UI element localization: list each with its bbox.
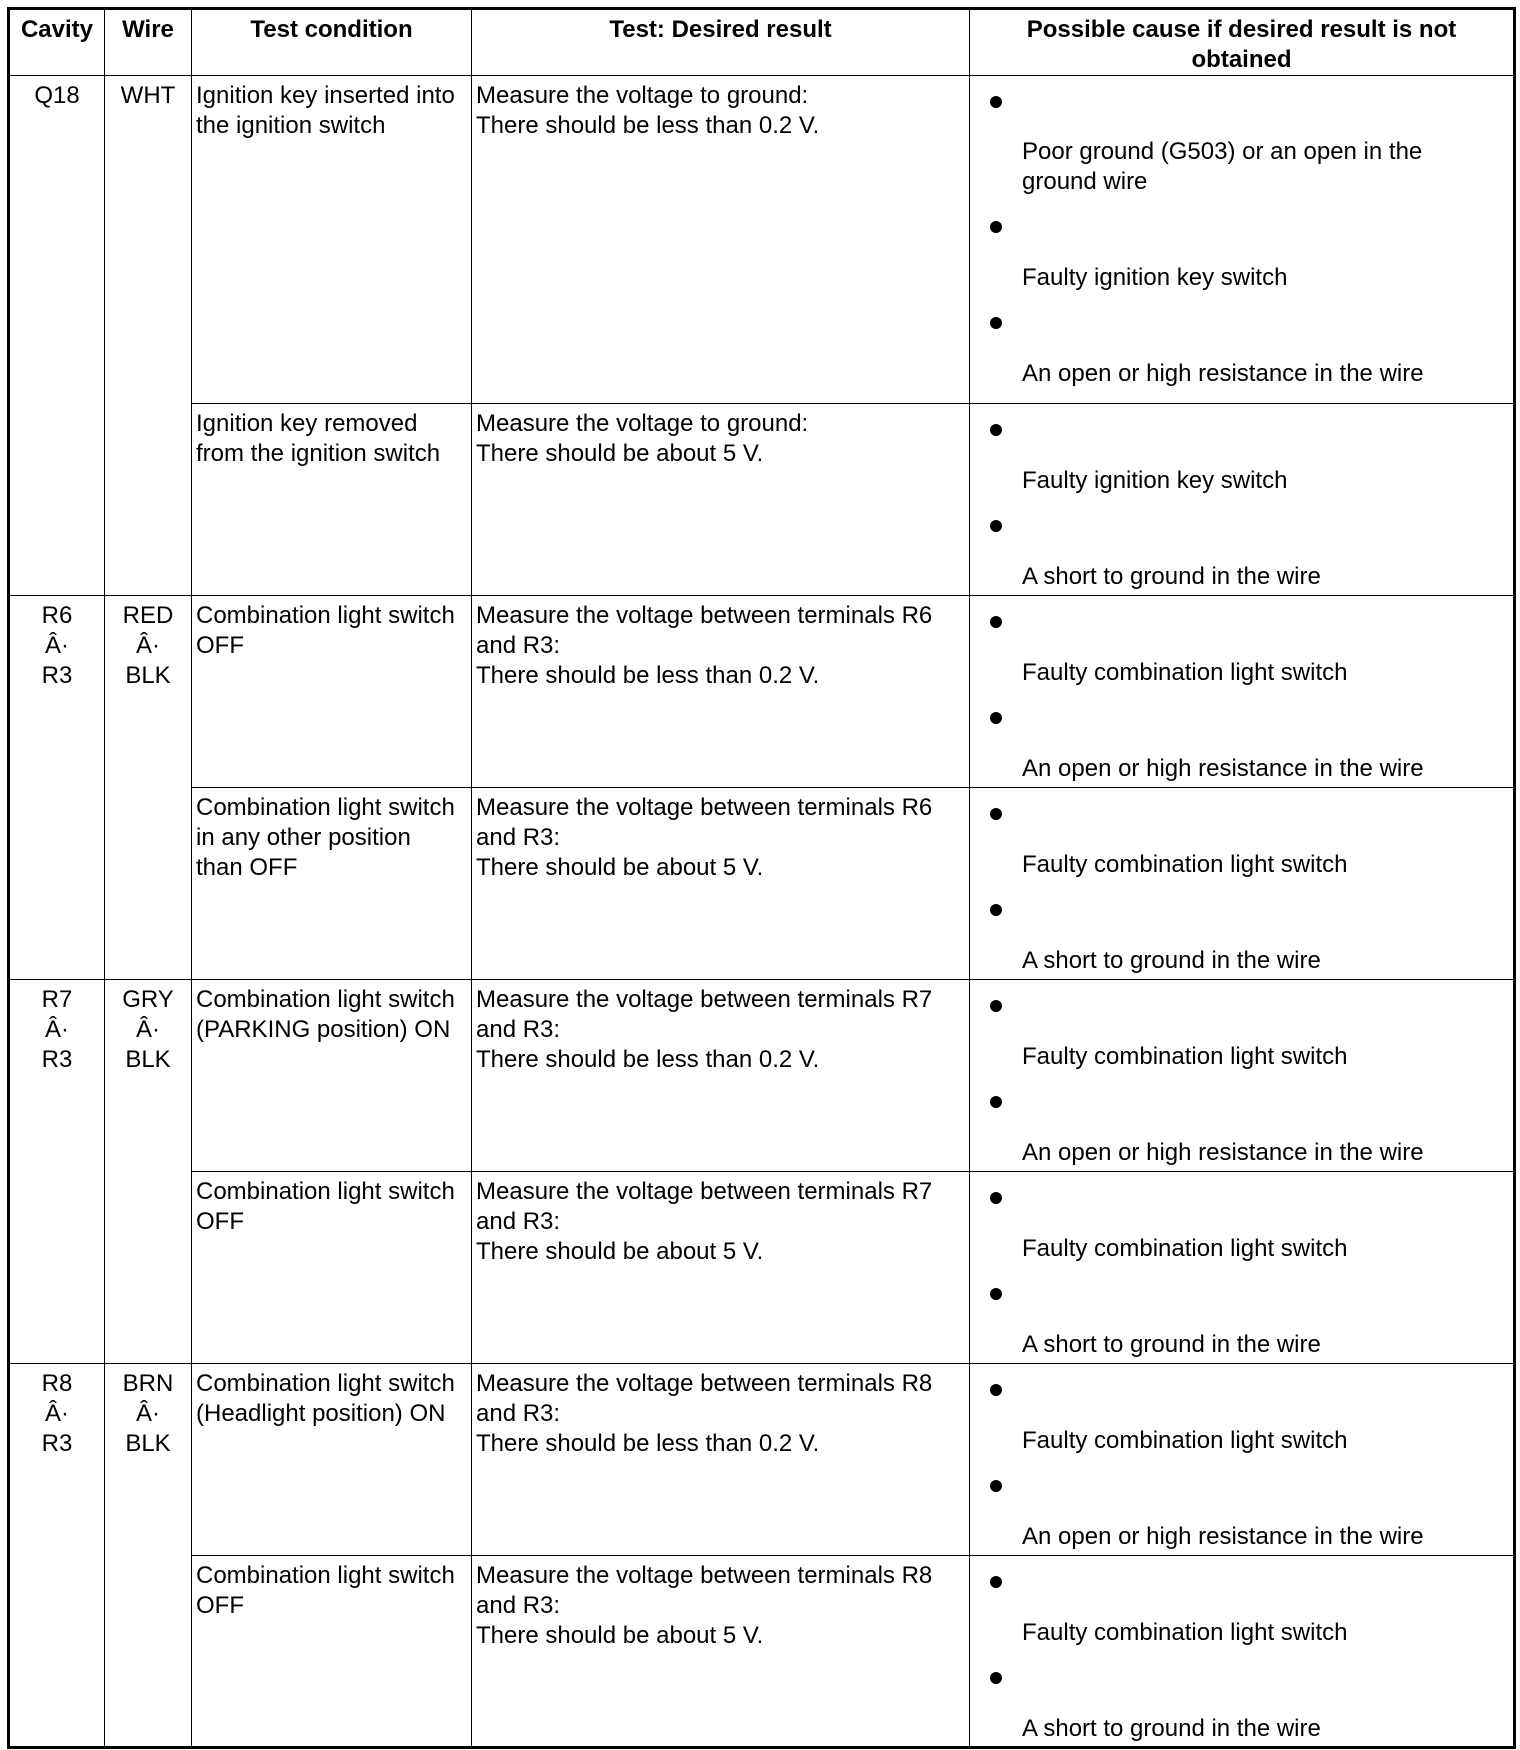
desired-result-text: and R3: [476, 1592, 561, 1619]
test-condition-text: Ignition key removed [196, 410, 418, 437]
wire-cell [105, 980, 192, 1364]
cause-item [970, 692, 1513, 784]
header-desired-result: Test: Desired result [472, 9, 970, 76]
test-condition-text: OFF [196, 1592, 244, 1619]
cavity-cell [9, 76, 105, 596]
cavity-label: R8 [41, 1370, 73, 1397]
cause-item [970, 1556, 1513, 1652]
desired-result-cell [472, 1364, 970, 1556]
table-row [9, 76, 1515, 404]
test-condition-text: Combination light switch [196, 602, 455, 629]
bullet-gap [1022, 82, 1513, 137]
cause-item [970, 201, 1513, 297]
desired-result-text: Measure the voltage between terminals R7 [476, 1178, 933, 1205]
desired-result-text: and R3: [476, 1016, 561, 1043]
wire-cell [105, 1364, 192, 1748]
cause-item [970, 1364, 1513, 1460]
cause-text: A short to ground in the wire [1022, 1331, 1321, 1358]
cavity-label: Â· [45, 1016, 69, 1043]
table-row [9, 788, 1515, 980]
cause-text: Faulty combination light switch [1022, 1619, 1348, 1646]
wire-color-label: Â· [136, 1016, 160, 1043]
desired-result-text: There should be about 5 V. [476, 1622, 764, 1649]
desired-result-text: and R3: [476, 824, 561, 851]
test-condition-text: Combination light switch [196, 1178, 455, 1205]
bullet-icon [990, 1672, 1002, 1684]
possible-cause-cell [970, 1172, 1515, 1364]
cavity-cell [9, 980, 105, 1364]
bullet-gap [1022, 1562, 1513, 1618]
desired-result-text: Measure the voltage between terminals R6 [476, 602, 933, 629]
cause-text: ground wire [1022, 168, 1148, 195]
desired-result-cell [472, 1172, 970, 1364]
bullet-gap [1022, 410, 1513, 466]
cause-item [970, 596, 1513, 692]
possible-cause-cell [970, 980, 1515, 1172]
bullet-gap [1022, 1658, 1513, 1714]
test-condition-text: Combination light switch [196, 794, 455, 821]
test-condition-cell [192, 1556, 472, 1748]
bullet-gap [1022, 602, 1513, 658]
cause-text: An open or high resistance in the wire [1022, 755, 1424, 782]
cause-text: An open or high resistance in the wire [1022, 360, 1424, 387]
desired-result-text: There should be less than 0.2 V. [476, 662, 820, 689]
diagnostic-table [7, 7, 1516, 1749]
cavity-label: Â· [45, 1400, 69, 1427]
bullet-icon [990, 1000, 1002, 1012]
table-row [9, 980, 1515, 1172]
test-condition-cell [192, 788, 472, 980]
cause-item [970, 404, 1513, 500]
cause-text: Faulty combination light switch [1022, 1043, 1348, 1070]
test-condition-text: (Headlight position) ON [196, 1400, 446, 1427]
bullet-gap [1022, 698, 1513, 754]
desired-result-text: Measure the voltage to ground: [476, 82, 809, 109]
bullet-icon [990, 317, 1002, 329]
desired-result-text: Measure the voltage between terminals R8 [476, 1562, 933, 1589]
table-row [9, 1364, 1515, 1556]
test-condition-text: in any other position [196, 824, 411, 851]
bullet-gap [1022, 1178, 1513, 1234]
cause-item [970, 1460, 1513, 1552]
bullet-gap [1022, 1082, 1513, 1138]
test-condition-text: Combination light switch [196, 1370, 455, 1397]
desired-result-cell [472, 788, 970, 980]
possible-cause-cell [970, 788, 1515, 980]
wire-color-label: WHT [120, 82, 176, 109]
bullet-icon [990, 221, 1002, 233]
desired-result-text: There should be less than 0.2 V. [476, 112, 820, 139]
test-condition-cell [192, 76, 472, 404]
cavity-cell [9, 596, 105, 980]
wire-color-label: RED [122, 602, 174, 629]
bullet-icon [990, 1480, 1002, 1492]
cause-text: A short to ground in the wire [1022, 563, 1321, 590]
header-test-condition: Test condition [192, 9, 472, 76]
wire-color-label: Â· [136, 1400, 160, 1427]
test-condition-text: Combination light switch [196, 986, 455, 1013]
test-condition-cell [192, 980, 472, 1172]
desired-result-cell [472, 980, 970, 1172]
bullet-gap [1022, 890, 1513, 946]
cause-text: Faulty combination light switch [1022, 851, 1348, 878]
bullet-gap [1022, 1466, 1513, 1522]
cause-text: Poor ground (G503) or an open in the [1022, 138, 1423, 165]
possible-cause-cell [970, 596, 1515, 788]
desired-result-cell [472, 1556, 970, 1748]
cause-item [970, 76, 1513, 201]
cause-item [970, 1652, 1513, 1744]
cavity-label: R3 [41, 1430, 73, 1457]
desired-result-text: and R3: [476, 1208, 561, 1235]
desired-result-cell [472, 404, 970, 596]
possible-cause-cell [970, 1364, 1515, 1556]
bullet-icon [990, 424, 1002, 436]
cavity-label: R7 [41, 986, 73, 1013]
cause-item [970, 297, 1513, 389]
cause-text: A short to ground in the wire [1022, 947, 1321, 974]
possible-cause-cell [970, 76, 1515, 404]
cavity-label: Â· [45, 632, 69, 659]
test-condition-text: OFF [196, 632, 244, 659]
desired-result-text: and R3: [476, 632, 561, 659]
cause-text: Faulty ignition key switch [1022, 264, 1288, 291]
cause-text: Faulty combination light switch [1022, 659, 1348, 686]
cause-item [970, 1076, 1513, 1168]
table-row [9, 596, 1515, 788]
test-condition-text: from the ignition switch [196, 440, 441, 467]
header-wire: Wire [105, 9, 192, 76]
test-condition-text: OFF [196, 1208, 244, 1235]
wire-cell [105, 76, 192, 596]
header-possible-cause: Possible cause if desired result is not obtained [970, 9, 1515, 76]
test-condition-text: Combination light switch [196, 1562, 455, 1589]
desired-result-cell [472, 596, 970, 788]
cause-item [970, 1172, 1513, 1268]
bullet-icon [990, 1288, 1002, 1300]
cavity-label: R6 [41, 602, 73, 629]
desired-result-cell [472, 76, 970, 404]
cause-text: Faulty ignition key switch [1022, 467, 1288, 494]
wire-color-label: BRN [122, 1370, 174, 1397]
test-condition-cell [192, 1364, 472, 1556]
bullet-gap [1022, 1370, 1513, 1426]
test-condition-text: than OFF [196, 854, 298, 881]
cause-item [970, 980, 1513, 1076]
table-row [9, 1556, 1515, 1748]
table-row [9, 1172, 1515, 1364]
possible-cause-cell [970, 404, 1515, 596]
wire-color-label: BLK [125, 1430, 171, 1457]
cavity-label: R3 [41, 662, 73, 689]
bullet-icon [990, 1192, 1002, 1204]
bullet-icon [990, 96, 1002, 108]
wire-color-label: BLK [125, 1046, 171, 1073]
bullet-icon [990, 1384, 1002, 1396]
desired-result-text: There should be about 5 V. [476, 1238, 764, 1265]
table-row [9, 404, 1515, 596]
bullet-icon [990, 808, 1002, 820]
cause-item [970, 788, 1513, 884]
desired-result-text: and R3: [476, 1400, 561, 1427]
desired-result-text: Measure the voltage between terminals R6 [476, 794, 933, 821]
cause-item [970, 1268, 1513, 1360]
cavity-label: R3 [41, 1046, 73, 1073]
test-condition-cell [192, 404, 472, 596]
desired-result-text: There should be less than 0.2 V. [476, 1046, 820, 1073]
cause-text: Faulty combination light switch [1022, 1235, 1348, 1262]
wire-cell [105, 596, 192, 980]
cause-item [970, 500, 1513, 592]
desired-result-text: Measure the voltage to ground: [476, 410, 809, 437]
bullet-gap [1022, 506, 1513, 562]
bullet-icon [990, 616, 1002, 628]
bullet-gap [1022, 1274, 1513, 1330]
desired-result-text: There should be about 5 V. [476, 440, 764, 467]
cause-text: An open or high resistance in the wire [1022, 1139, 1424, 1166]
table-body [9, 76, 1515, 1748]
header-row [9, 9, 1515, 76]
bullet-gap [1022, 303, 1513, 359]
bullet-gap [1022, 794, 1513, 850]
header-cavity: Cavity [9, 9, 105, 76]
desired-result-text: There should be less than 0.2 V. [476, 1430, 820, 1457]
desired-result-text: Measure the voltage between terminals R8 [476, 1370, 933, 1397]
possible-cause-cell [970, 1556, 1515, 1748]
cavity-cell [9, 1364, 105, 1748]
bullet-icon [990, 1096, 1002, 1108]
test-condition-cell [192, 596, 472, 788]
cause-text: A short to ground in the wire [1022, 1715, 1321, 1742]
bullet-icon [990, 520, 1002, 532]
wire-color-label: GRY [122, 986, 174, 1013]
desired-result-text: Measure the voltage between terminals R7 [476, 986, 933, 1013]
desired-result-text: There should be about 5 V. [476, 854, 764, 881]
cause-item [970, 884, 1513, 976]
test-condition-cell [192, 1172, 472, 1364]
test-condition-text: Ignition key inserted into [196, 82, 455, 109]
bullet-icon [990, 904, 1002, 916]
test-condition-text: (PARKING position) ON [196, 1016, 451, 1043]
bullet-icon [990, 712, 1002, 724]
bullet-icon [990, 1576, 1002, 1588]
test-condition-text: the ignition switch [196, 112, 386, 139]
wire-color-label: BLK [125, 662, 171, 689]
cause-text: An open or high resistance in the wire [1022, 1523, 1424, 1550]
cavity-label: Q18 [34, 82, 80, 109]
bullet-gap [1022, 986, 1513, 1042]
bullet-gap [1022, 207, 1513, 263]
cause-text: Faulty combination light switch [1022, 1427, 1348, 1454]
wire-color-label: Â· [136, 632, 160, 659]
